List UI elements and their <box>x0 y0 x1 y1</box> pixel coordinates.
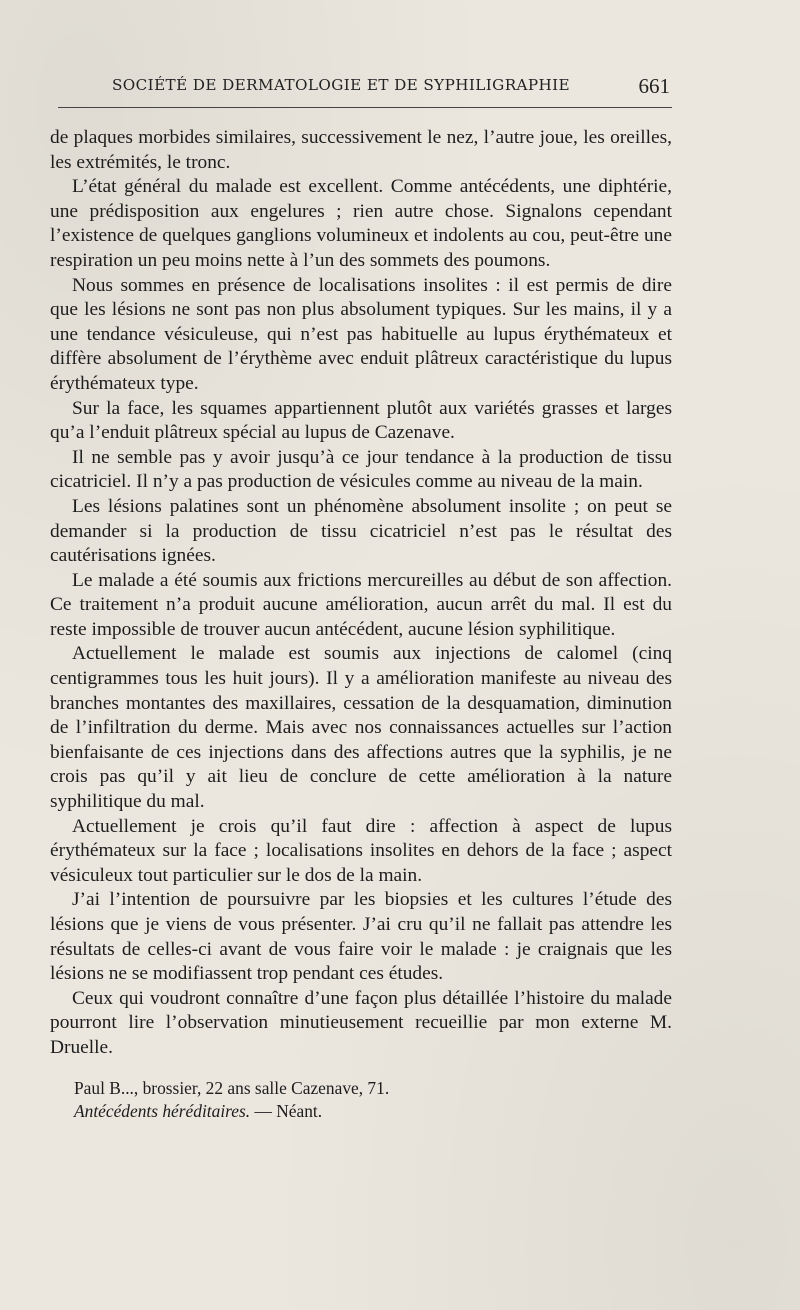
antecedents-label: Antécédents héréditaires. <box>74 1100 251 1121</box>
page-header <box>112 76 672 102</box>
body-text <box>50 126 672 1123</box>
paragraph: Nous sommes en présence de localisations insolites : il est permis de dire que les lésions ne sont pas non plus absolument typiques. Sur les mains, il y a une tendance vésiculeuse, qui n’est pas habituelle au lupus érythémateux et diffère absolument de l’érythème avec enduit plâtreux caractéristique du lupus érythémateux type. <box>50 274 672 394</box>
antecedents-value: — Néant. <box>250 1100 323 1121</box>
paragraph: Le malade a été soumis aux frictions mercureilles au début de son affection. Ce traitement n’a produit aucune amélioration, aucun arrêt du mal. Il est du reste impossible de trouver aucun antécédent, aucune lésion syphilitique. <box>50 569 672 640</box>
paragraph: Il ne semble pas y avoir jusqu’à ce jour tendance à la production de tissu cicatriciel. Il n’y a pas production de vésicules comme au niveau de la main. <box>50 446 672 493</box>
paragraph: de plaques morbides similaires, successivement le nez, l’autre joue, les oreilles, les extrémités, le tronc. <box>50 127 672 173</box>
antecedents-line <box>74 1100 672 1123</box>
paragraph: J’ai l’intention de poursuivre par les biopsies et les cultures l’étude des lésions que je viens de vous présenter. J’ai cru qu’il ne fallait pas attendre les résultats de celles-ci avant de vous faire voir le malade : je craignais que les lésions ne se modifiassent trop pendant ces études. <box>50 889 672 985</box>
observation-block <box>50 1077 672 1123</box>
patient-line: Paul B..., brossier, 22 ans salle Cazenave, 71. <box>74 1077 390 1098</box>
paragraph: Actuellement le malade est soumis aux injections de calomel (cinq centigrammes tous les huit jours). Il y a amélioration manifeste au niveau des branches montantes des maxillaires, cessation de la desquamation, diminution de l’infiltration du derme. Mais avec nos connaissances actuelles sur l’action bienfaisante de ces injections dans des affections autres que la syphilis, je ne crois pas qu’il y ait lieu de conclure de cette amélioration à la nature syphilitique du mal. <box>50 643 672 813</box>
paragraph: Sur la face, les squames appartiennent plutôt aux variétés grasses et larges qu’a l’enduit plâtreux spécial au lupus de Cazenave. <box>50 397 672 444</box>
running-title: SOCIÉTÉ DE DERMATOLOGIE ET DE SYPHILIGRAPHIE <box>112 76 571 94</box>
paragraph: Actuellement je crois qu’il faut dire : affection à aspect de lupus érythémateux sur la face ; localisations insolites en dehors de la face ; aspect vésiculeux tout particulier sur le dos de la main. <box>50 815 672 886</box>
paragraph: L’état général du malade est excellent. Comme antécédents, une diphtérie, une prédisposition aux engelures ; rien autre chose. Signalons cependant l’existence de quelques ganglions volumineux et indolents au cou, peut-être une respiration un peu moins nette à l’un des sommets des poumons. <box>50 176 672 271</box>
page-number: 661 <box>638 74 670 98</box>
header-rule <box>58 107 672 108</box>
paragraph: Les lésions palatines sont un phénomène absolument insolite ; on peut se demander si la production de tissu cicatriciel n’est pas le résultat des cautérisations ignées. <box>50 495 672 567</box>
paragraph: Ceux qui voudront connaître d’une façon plus détaillée l’histoire du malade pourront lire l’observation minutieusement recueillie par mon externe M. Druelle. <box>50 987 672 1058</box>
